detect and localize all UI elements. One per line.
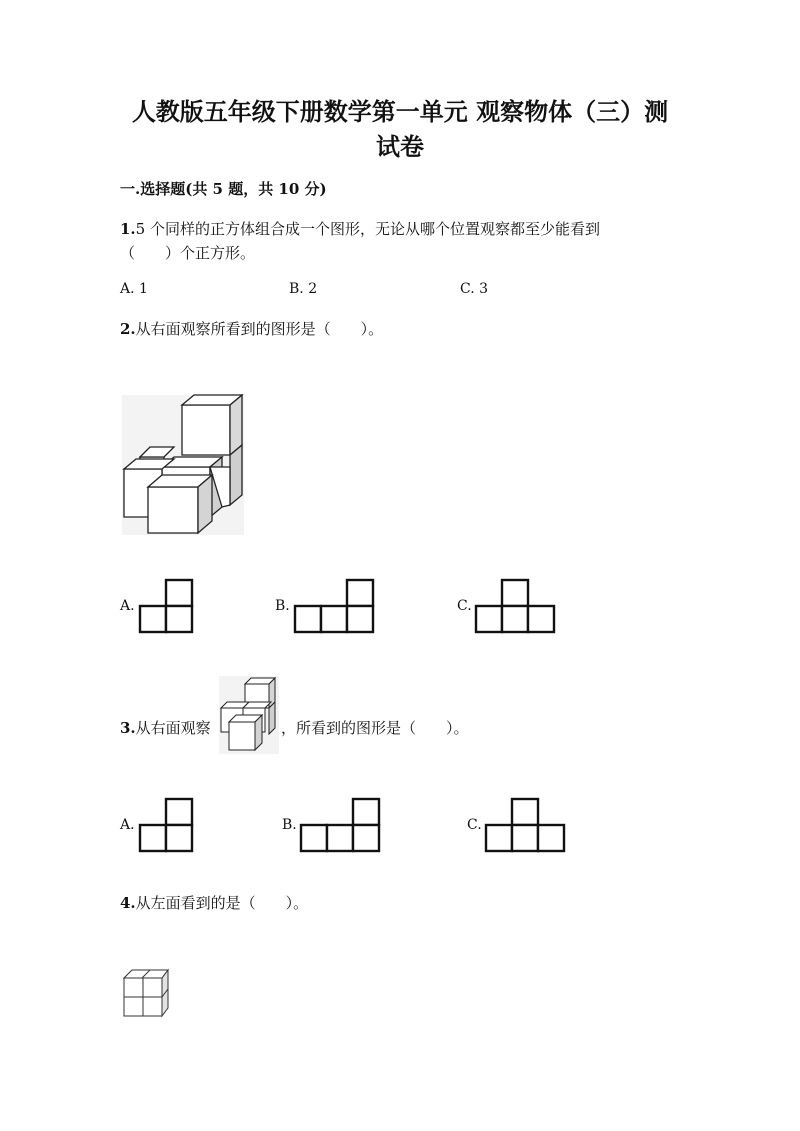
option-b[interactable]: B.: [282, 817, 297, 833]
option-c[interactable]: C.: [457, 598, 472, 614]
option-c[interactable]: C.: [467, 817, 482, 833]
option-c-shape: [485, 797, 565, 853]
option-a[interactable]: A. 1: [120, 281, 148, 297]
question-text-after: ，所看到的图形是（ ）。: [281, 719, 469, 737]
question-1: [120, 217, 680, 265]
option-b[interactable]: B.: [275, 598, 290, 614]
cube-figure: [122, 395, 244, 535]
question-2: [120, 317, 383, 341]
option-b[interactable]: B. 2: [289, 281, 318, 297]
question-text: 从右面观察: [135, 719, 211, 737]
page-title: 人教版五年级下册数学第一单元 观察物体（三）测: [131, 97, 669, 126]
option-c-shape: [475, 578, 555, 634]
question-number: 3.: [120, 719, 136, 737]
option-b-shape: [293, 578, 375, 634]
question-4: [120, 891, 308, 915]
question-text: 从右面观察所看到的图形是（ ）。: [135, 320, 384, 338]
question-3: [120, 716, 211, 740]
section-heading: 一.选择题(共 5 题，共 10 分): [120, 180, 327, 198]
question-text-line2: （ ）个正方形。: [120, 244, 256, 262]
option-a[interactable]: A.: [120, 817, 135, 833]
question-number: 4.: [120, 894, 136, 912]
question-text: 5 个同样的正方体组合成一个图形，无论从哪个位置观察都至少能看到: [135, 220, 600, 238]
question-number: 1.: [120, 220, 136, 238]
option-a-shape: [138, 797, 194, 853]
option-a-shape: [138, 578, 194, 634]
option-c[interactable]: C. 3: [460, 281, 489, 297]
question-number: 2.: [120, 320, 136, 338]
inline-cube-figure: [219, 676, 279, 754]
cube-figure: [122, 968, 170, 1018]
option-a[interactable]: A.: [120, 598, 135, 614]
page-title-line2: 试卷: [376, 132, 424, 161]
question-text: 从左面看到的是（ ）。: [135, 894, 309, 912]
option-b-shape: [299, 797, 381, 853]
